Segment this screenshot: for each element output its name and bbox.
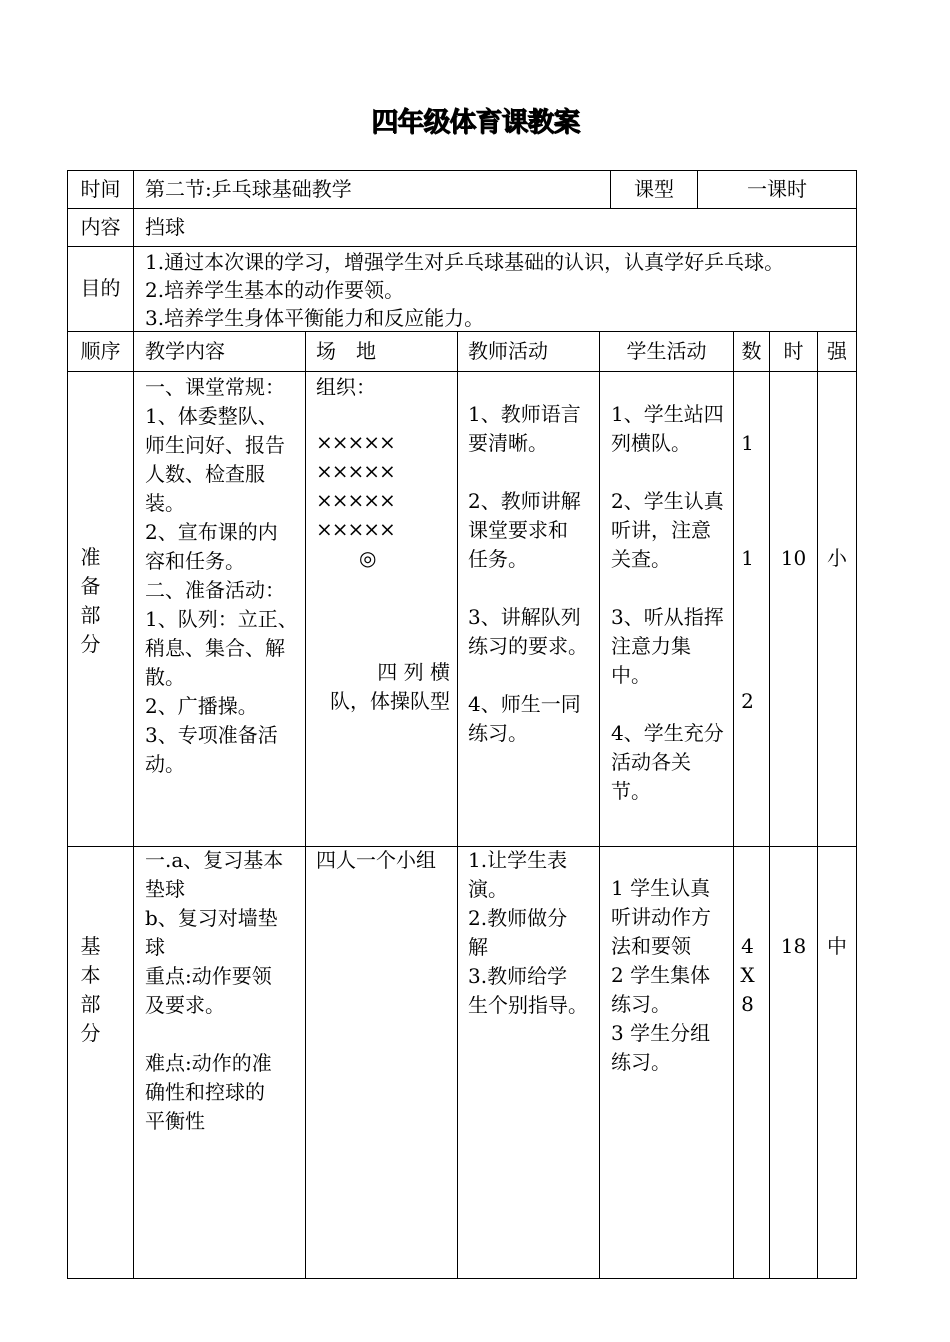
col-content: 教学内容 <box>145 339 225 363</box>
basic-teacher: 1.让学生表 演。 2.教师做分 解 3.教师给学 生个别指导。 <box>468 848 588 1017</box>
prep-content: 一、课堂常规： 1、体委整队、 师生问好、报告 人数、检查服 装。 2、宣布课的内 容和任务。 二、准备活动： 1、队列：立正、 稍息、集合、解 散。 2、广播操。 3、专项准备活 动。 <box>145 375 298 776</box>
table-border-right <box>856 170 857 1279</box>
column-divider <box>733 331 734 1279</box>
prep-count-3: 2 <box>741 689 754 713</box>
prep-intensity: 小 <box>827 546 847 570</box>
table-border-top <box>67 170 857 171</box>
basic-content: 一.a、复习基本 垫球 b、复习对墙垫 球 重点:动作要领 及要求。 难点:动作的准 确性和控球的 平衡性 <box>145 848 284 1133</box>
col-teacher: 教师活动 <box>468 339 548 363</box>
column-divider <box>305 331 306 1279</box>
prep-time: 10 <box>780 546 807 570</box>
col-site: 场 地 <box>316 339 376 363</box>
col-order: 顺序 <box>80 339 121 363</box>
col-count: 数 <box>741 339 762 363</box>
prep-count-1: 1 <box>741 431 754 455</box>
content-value: 挡球 <box>145 215 185 239</box>
row-divider <box>67 208 857 209</box>
prep-site-row-1: ××××× <box>316 430 395 454</box>
prep-student: 1、学生站四 列横队。 2、学生认真 听讲，注意 关查。 3、听从指挥 注意力集 中。 4、学生充分 活动各关 节。 <box>611 402 724 803</box>
basic-student: 1 学生认真 听讲动作方 法和要领 2 学生集体 练习。 3 学生分组 练习。 <box>611 876 711 1074</box>
prep-teacher: 1、教师语言 要清晰。 2、教师讲解 课堂要求和 任务。 3、讲解队列 练习的要求。 4、师生一同 练习。 <box>468 402 588 745</box>
type-value: 一课时 <box>747 177 807 201</box>
prep-site-row-4: ××××× <box>316 517 395 541</box>
row-divider <box>67 371 857 372</box>
page-title: 四年级体育课教案 <box>371 107 579 138</box>
type-label: 课型 <box>634 177 674 201</box>
column-divider <box>457 331 458 1279</box>
content-label: 内容 <box>80 215 121 239</box>
goal-line-1: 1.通过本次课的学习，增强学生对乒乓球基础的认识，认真学好乒乓球。 <box>145 250 785 274</box>
col-intensity: 强 <box>827 339 847 363</box>
goal-line-2: 2.培养学生基本的动作要领。 <box>145 278 405 302</box>
time-label: 时间 <box>80 177 121 201</box>
basic-site: 四人一个小组 <box>316 848 436 872</box>
prep-site-mark: ◎ <box>359 546 377 570</box>
time-value: 第二节:乒乓球基础教学 <box>145 177 352 201</box>
goal-line-3: 3.培养学生身体平衡能力和反应能力。 <box>145 306 485 330</box>
col-student: 学生活动 <box>626 339 707 363</box>
prep-section-label: 准 备 部 分 <box>80 545 101 656</box>
goal-label: 目的 <box>80 276 121 300</box>
column-divider <box>133 170 134 1279</box>
basic-section-label: 基 本 部 分 <box>80 934 101 1045</box>
basic-time: 18 <box>780 934 807 958</box>
basic-count: 4 X 8 <box>740 934 755 1016</box>
basic-intensity: 中 <box>827 934 847 958</box>
prep-site-row-3: ××××× <box>316 488 395 512</box>
table-border-bottom <box>67 1278 857 1279</box>
prep-site-formation: 四 列 横 队，体操队型 <box>330 660 450 713</box>
column-divider <box>817 331 818 1279</box>
column-divider <box>769 331 770 1279</box>
row-divider <box>67 246 857 247</box>
column-divider <box>599 331 600 1279</box>
prep-site-row-2: ××××× <box>316 459 395 483</box>
prep-site-org: 组织： <box>316 375 376 399</box>
prep-count-2: 1 <box>741 546 754 570</box>
col-time: 时 <box>783 339 804 363</box>
